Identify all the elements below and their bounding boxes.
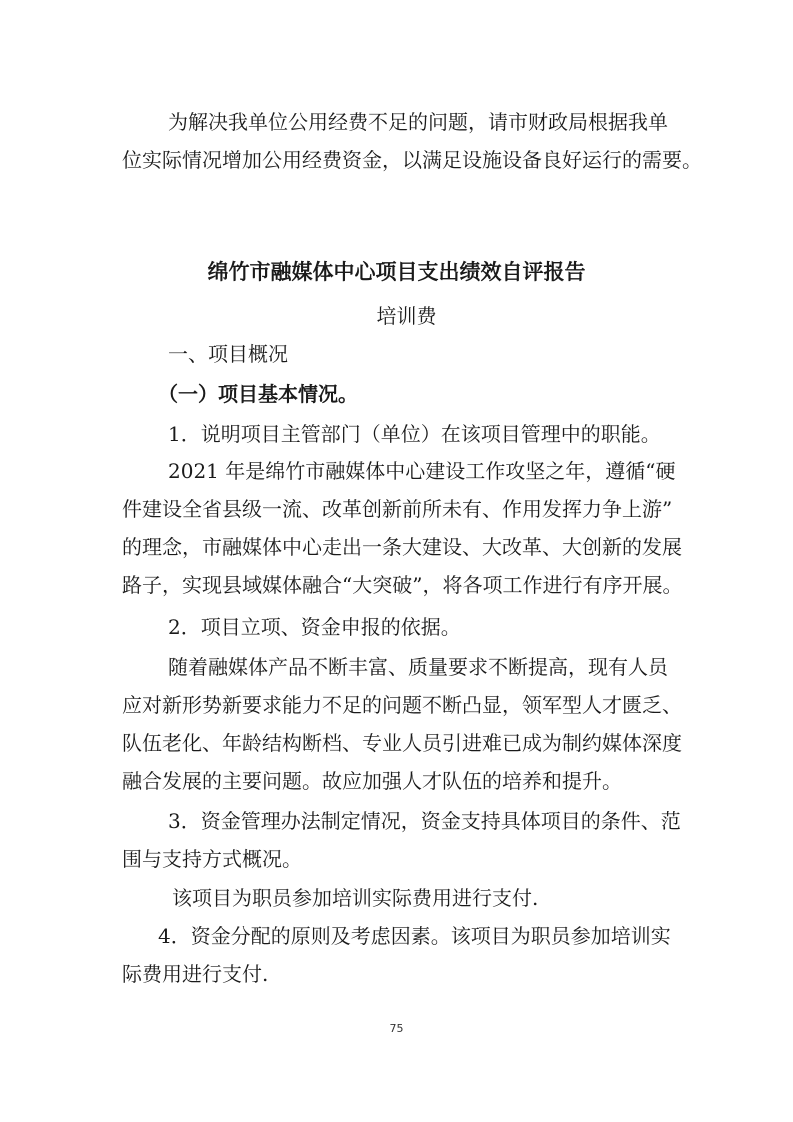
report-subtitle: 培训费	[376, 304, 437, 328]
item2-body-line-4: 融合发展的主要问题。故应加强人才队伍的培养和提升。	[122, 769, 622, 793]
item3-heading-line-1: 3．资金管理办法制定情况，资金支持具体项目的条件、范	[168, 809, 681, 833]
item2-body-line-1: 随着融媒体产品不断丰富、质量要求不断提高，现有人员	[168, 655, 668, 679]
item2-body-line-2: 应对新形势新要求能力不足的问题不断凸显，领军型人才匮乏、	[122, 693, 682, 717]
intro-line-2: 位实际情况增加公用经费资金，以满足设施设备良好运行的需要。	[122, 148, 702, 172]
item4-line-2: 际费用进行支付.	[122, 962, 269, 986]
item1-body-line-4: 路子，实现县域媒体融合“大突破”，将各项工作进行有序开展。	[122, 573, 683, 597]
subsection-heading	[158, 379, 718, 409]
page-number: 75	[389, 1022, 404, 1035]
item2-heading: 2．项目立项、资金申报的依据。	[168, 615, 461, 639]
item4-line-1: 4．资金分配的原则及考虑因素。该项目为职员参加培训实	[158, 924, 671, 948]
item2-body-line-3: 队伍老化、年龄结构断档、专业人员引进难已成为制约媒体深度	[122, 731, 682, 755]
item1-body-line-3: 的理念，市融媒体中心走出一条大建设、大改革、大创新的发展	[122, 535, 682, 559]
subsection-heading-text: （一）项目基本情况。	[158, 382, 358, 406]
item3-heading-line-2: 围与支持方式概况。	[122, 847, 302, 871]
item1-heading: 1．说明项目主管部门（单位）在该项目管理中的职能。	[168, 422, 661, 446]
section-heading-1: 一、项目概况	[168, 342, 288, 366]
report-title: 绵竹市融媒体中心项目支出绩效自评报告	[207, 260, 586, 284]
intro-line-1: 为解决我单位公用经费不足的问题，请市财政局根据我单	[168, 110, 668, 134]
item1-body-line-1: 2021 年是绵竹市融媒体中心建设工作攻坚之年，遵循“硬	[168, 459, 676, 483]
item3-body: 该项目为职员参加培训实际费用进行支付.	[172, 886, 539, 910]
item1-body-line-2: 件建设全省县级一流、改革创新前所未有、作用发挥力争上游”	[122, 497, 673, 521]
